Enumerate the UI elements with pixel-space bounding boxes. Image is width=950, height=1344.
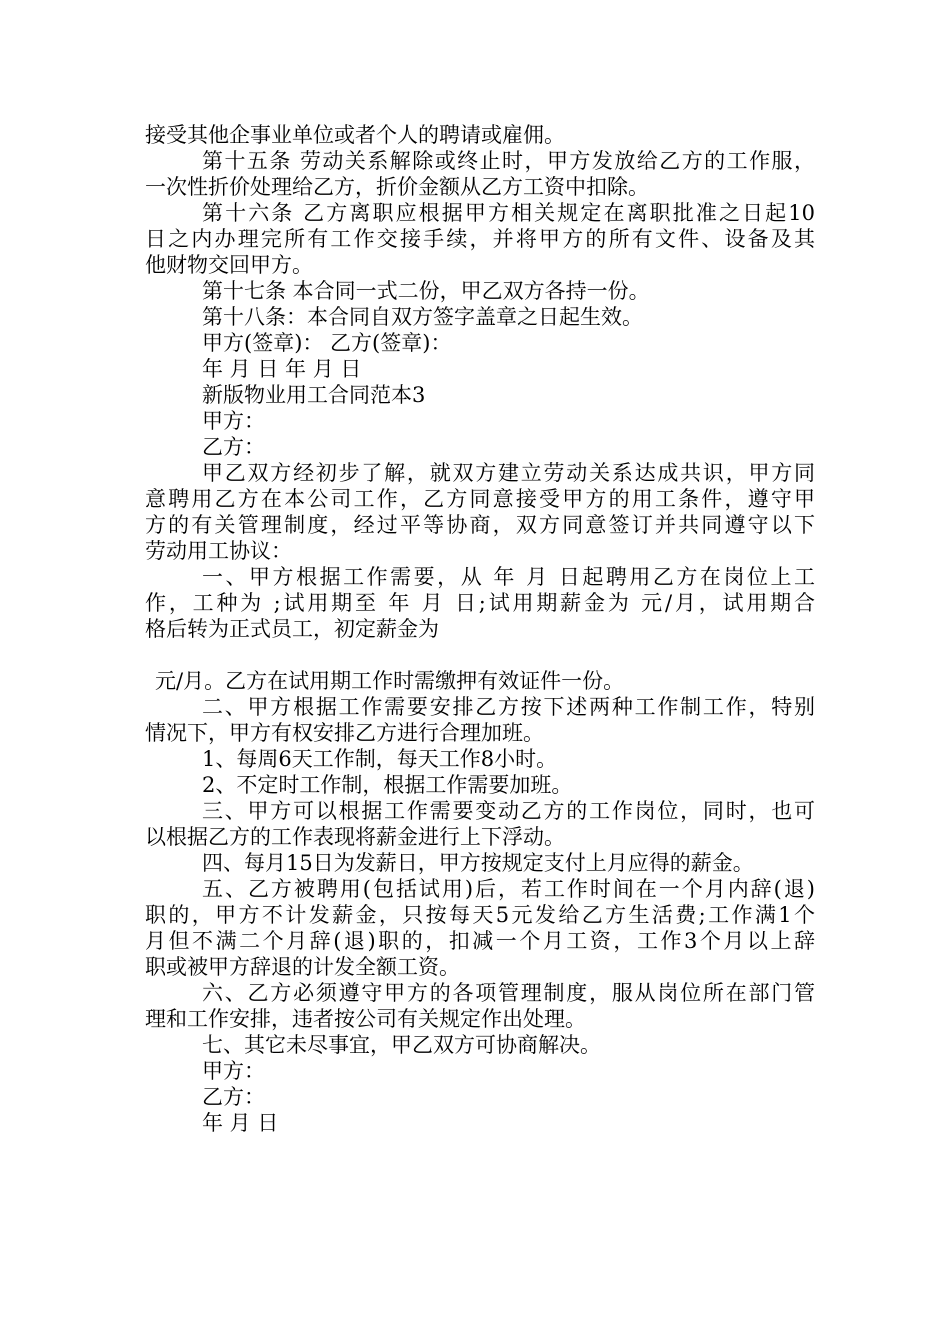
text-line: 元/月。乙方在试用期工作时需缴押有效证件一份。 (155, 669, 625, 693)
signature-line: 甲方(签章)： 乙方(签章)： (202, 331, 452, 355)
text-line: 第十六条 乙方离职应根据甲方相关规定在离职批准之日起10 (202, 201, 815, 225)
text-line: 情况下，甲方有权安排乙方进行合理加班。 (145, 721, 544, 745)
text-line: 一、甲方根据工作需要，从 年 月 日起聘用乙方在岗位上工 (202, 565, 815, 589)
text-line: 七、其它未尽事宜，甲乙双方可协商解决。 (202, 1033, 601, 1057)
text-line: 他财物交回甲方。 (145, 253, 313, 277)
date-line: 年 月 日 年 月 日 (202, 357, 362, 381)
text-line: 理和工作安排，违者按公司有关规定作出处理。 (145, 1007, 586, 1031)
text-line: 日之内办理完所有工作交接手续，并将甲方的所有文件、设备及其 (145, 227, 815, 251)
text-line: 作，工种为 ;试用期至 年 月 日;试用期薪金为 元/月，试用期合 (145, 591, 815, 615)
text-line: 四、每月15日为发薪日，甲方按规定支付上月应得的薪金。 (202, 851, 754, 875)
text-line: 一次性折价处理给乙方，折价金额从乙方工资中扣除。 (145, 175, 649, 199)
text-line: 五、乙方被聘用(包括试用)后，若工作时间在一个月内辞(退) (202, 877, 815, 901)
text-line: 2、不定时工作制，根据工作需要加班。 (202, 773, 573, 797)
text-line: 第十八条：本合同自双方签字盖章之日起生效。 (202, 305, 643, 329)
text-line: 方的有关管理制度，经过平等协商，双方同意签订并共同遵守以下 (145, 513, 815, 537)
section-title: 新版物业用工合同范本3 (202, 383, 426, 407)
text-line: 职的，甲方不计发薪金，只按每天5元发给乙方生活费;工作满1个 (145, 903, 815, 927)
party-a-line: 甲方： (202, 409, 265, 433)
text-line: 甲乙双方经初步了解，就双方建立劳动关系达成共识，甲方同 (202, 461, 815, 485)
party-b-line: 乙方： (202, 435, 265, 459)
text-line: 职或被甲方辞退的计发全额工资。 (145, 955, 460, 979)
party-b-line: 乙方： (202, 1085, 265, 1109)
text-line: 六、乙方必须遵守甲方的各项管理制度，服从岗位所在部门管 (202, 981, 815, 1005)
text-line: 第十五条 劳动关系解除或终止时，甲方发放给乙方的工作服， (202, 149, 815, 173)
date-line: 年 月 日 (202, 1111, 279, 1135)
text-line: 接受其他企事业单位或者个人的聘请或雇佣。 (145, 123, 565, 147)
text-line: 格后转为正式员工，初定薪金为 (145, 617, 439, 641)
text-line: 以根据乙方的工作表现将薪金进行上下浮动。 (145, 825, 565, 849)
text-line: 意聘用乙方在本公司工作，乙方同意接受甲方的用工条件，遵守甲 (145, 487, 815, 511)
text-line: 1、每周6天工作制，每天工作8小时。 (202, 747, 558, 771)
text-line: 第十七条 本合同一式二份，甲乙双方各持一份。 (202, 279, 650, 303)
text-line: 劳动用工协议： (145, 539, 292, 563)
text-line: 月但不满二个月辞(退)职的，扣减一个月工资，工作3个月以上辞 (145, 929, 815, 953)
text-line: 三、甲方可以根据工作需要变动乙方的工作岗位，同时，也可 (202, 799, 815, 823)
text-line: 二、甲方根据工作需要安排乙方按下述两种工作制工作，特别 (202, 695, 815, 719)
party-a-line: 甲方： (202, 1059, 265, 1083)
